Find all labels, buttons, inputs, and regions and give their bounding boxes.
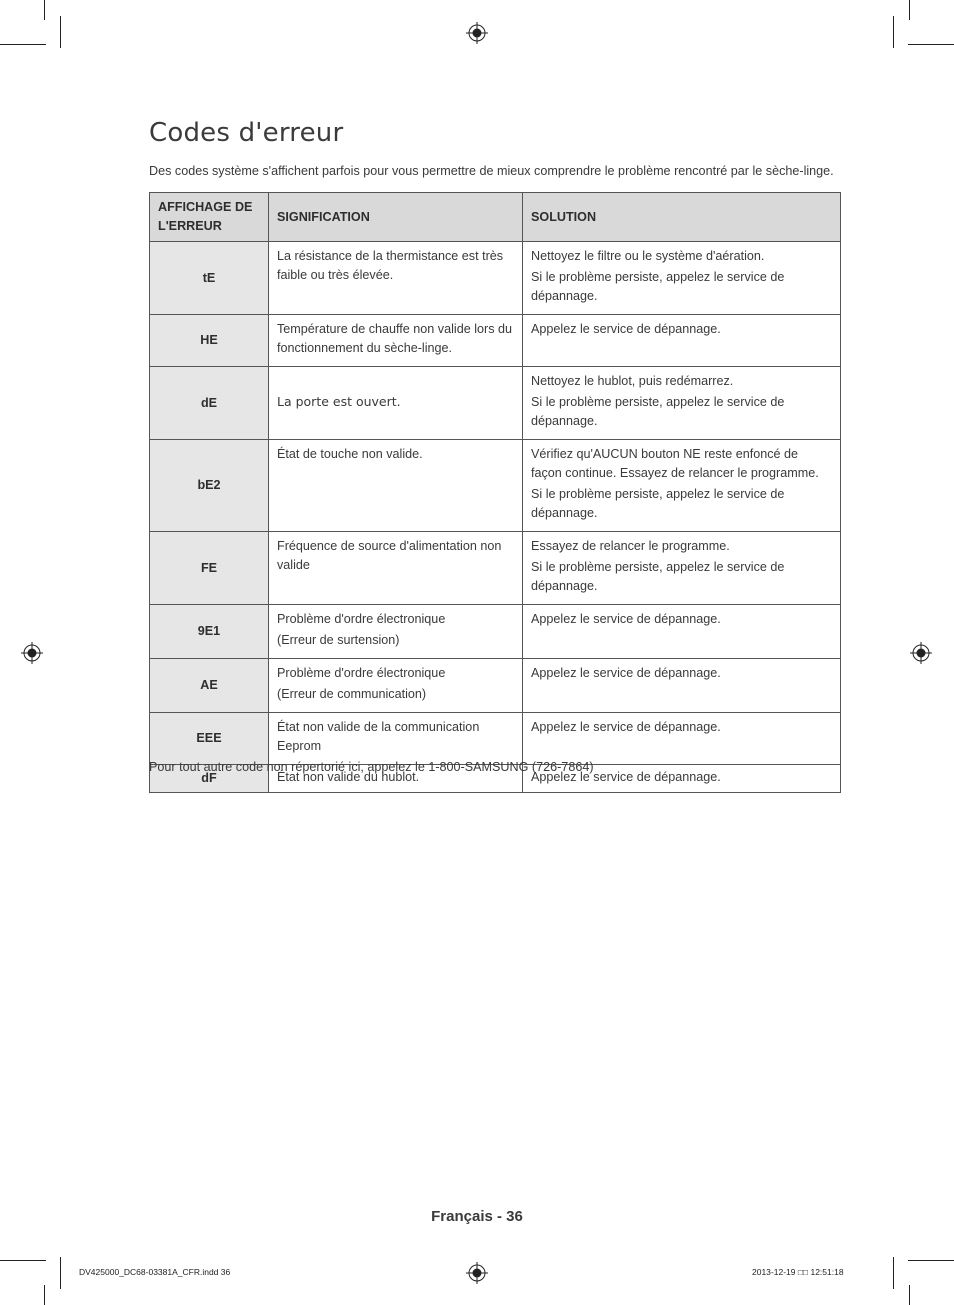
crop-mark xyxy=(909,0,910,20)
solution-cell xyxy=(523,605,841,659)
meaning-cell xyxy=(269,242,523,315)
registration-mark-icon xyxy=(21,642,43,664)
error-codes-table xyxy=(149,192,841,793)
registration-mark-icon xyxy=(466,22,488,44)
crop-mark xyxy=(60,16,61,48)
error-code: bE2 xyxy=(150,440,269,532)
meaning-cell xyxy=(269,440,523,532)
table-row xyxy=(150,659,841,713)
solution-text: Appelez le service de dépannage. xyxy=(531,666,721,680)
solution-cell xyxy=(523,315,841,367)
meaning-text: (Erreur de communication) xyxy=(277,687,427,701)
error-code: AE xyxy=(150,659,269,713)
meaning-text: Fréquence de source d'alimentation non valide xyxy=(277,539,502,572)
error-code: dE xyxy=(150,367,269,440)
meaning-text: Problème d'ordre électronique xyxy=(277,666,446,680)
solution-text: Nettoyez le hublot, puis redémarrez. xyxy=(531,374,734,388)
solution-cell xyxy=(523,659,841,713)
error-code: FE xyxy=(150,532,269,605)
error-code: HE xyxy=(150,315,269,367)
meaning-cell xyxy=(269,605,523,659)
crop-mark xyxy=(44,0,45,20)
crop-mark xyxy=(909,1285,910,1305)
crop-mark xyxy=(60,1257,61,1289)
crop-mark xyxy=(893,16,894,48)
footnote: Pour tout autre code non répertorié ici, appelez le 1-800-SAMSUNG (726-7864) xyxy=(149,760,594,774)
meaning-text: Problème d'ordre électronique xyxy=(277,612,446,626)
table-row xyxy=(150,315,841,367)
solution-text: Appelez le service de dépannage. xyxy=(531,720,721,734)
crop-mark xyxy=(908,44,954,45)
file-info: DV425000_DC68-03381A_CFR.indd 36 xyxy=(79,1267,231,1277)
solution-cell xyxy=(523,713,841,765)
crop-mark xyxy=(44,1285,45,1305)
registration-mark-icon xyxy=(466,1262,488,1284)
solution-cell xyxy=(523,242,841,315)
meaning-text: État de touche non valide. xyxy=(277,447,423,461)
meaning-text: La porte est ouvert. xyxy=(277,394,401,409)
page-title: Codes d'erreur xyxy=(149,118,344,148)
solution-text: Appelez le service de dépannage. xyxy=(531,770,721,784)
solution-text: Si le problème persiste, appelez le service de dépannage. xyxy=(531,560,785,593)
error-code: 9E1 xyxy=(150,605,269,659)
table-header-row xyxy=(150,193,841,242)
crop-mark xyxy=(0,44,46,45)
page-number: Français - 36 xyxy=(431,1208,523,1225)
error-code: dF xyxy=(150,765,269,793)
meaning-text: État non valide du hublot. xyxy=(277,770,420,784)
table-row xyxy=(150,242,841,315)
solution-text: Vérifiez qu'AUCUN bouton NE reste enfoncé de façon continue. Essayez de relancer le programme. xyxy=(531,447,819,480)
table-row xyxy=(150,532,841,605)
table-row xyxy=(150,440,841,532)
solution-cell xyxy=(523,367,841,440)
header-solution: SOLUTION xyxy=(523,193,841,242)
meaning-cell xyxy=(269,659,523,713)
solution-cell xyxy=(523,440,841,532)
crop-mark xyxy=(0,1260,46,1261)
crop-mark xyxy=(908,1260,954,1261)
table-row xyxy=(150,367,841,440)
solution-text: Si le problème persiste, appelez le service de dépannage. xyxy=(531,395,785,428)
meaning-cell xyxy=(269,367,523,440)
table-row xyxy=(150,713,841,765)
error-code: EEE xyxy=(150,713,269,765)
solution-text: Essayez de relancer le programme. xyxy=(531,539,730,553)
crop-mark xyxy=(893,1257,894,1289)
intro-text: Des codes système s'affichent parfois pour vous permettre de mieux comprendre le problème rencontré par le sèche-linge. xyxy=(149,164,834,178)
solution-text: Nettoyez le filtre ou le système d'aération. xyxy=(531,249,765,263)
solution-cell xyxy=(523,532,841,605)
error-code: tE xyxy=(150,242,269,315)
meaning-text: Température de chauffe non valide lors du fonctionnement du sèche-linge. xyxy=(277,322,513,355)
meaning-text: État non valide de la communication Eeprom xyxy=(277,720,480,753)
header-error-display: AFFICHAGE DE L'ERREUR xyxy=(150,193,269,242)
registration-mark-icon xyxy=(910,642,932,664)
solution-text: Appelez le service de dépannage. xyxy=(531,322,721,336)
header-meaning: SIGNIFICATION xyxy=(269,193,523,242)
meaning-text: (Erreur de surtension) xyxy=(277,633,400,647)
solution-text: Appelez le service de dépannage. xyxy=(531,612,721,626)
date-stamp: 2013-12-19 □□ 12:51:18 xyxy=(752,1267,844,1277)
meaning-cell xyxy=(269,713,523,765)
meaning-cell xyxy=(269,532,523,605)
meaning-text: La résistance de la thermistance est très faible ou très élevée. xyxy=(277,249,504,282)
solution-text: Si le problème persiste, appelez le service de dépannage. xyxy=(531,270,785,303)
table-row xyxy=(150,605,841,659)
meaning-cell xyxy=(269,315,523,367)
solution-text: Si le problème persiste, appelez le service de dépannage. xyxy=(531,487,785,520)
